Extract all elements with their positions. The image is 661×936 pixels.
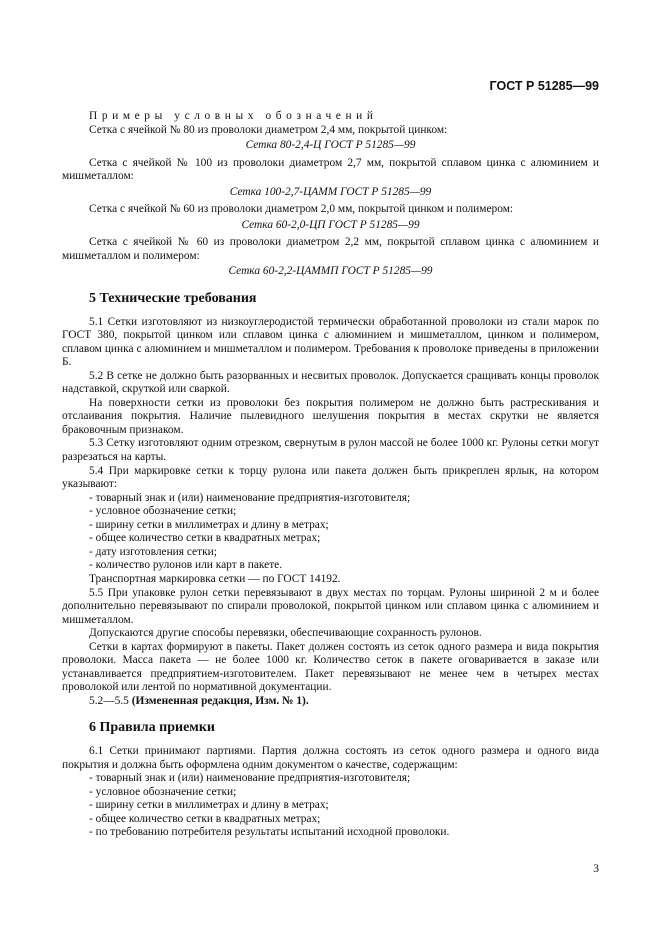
document-code-header: ГОСТ Р 51285—99 <box>489 79 599 93</box>
section-5-paragraph: Сетки в картах формируют в пакеты. Пакет должен состоять из сеток одного размера и вида покрытия проволоки. Масса пакета — не более 1000 кг. Количество сеток в пакете оговаривается в заказе или устанавливается предприятием-изготовителем. Пакет перевязывают не менее чем в четырех местах проволокой или лентой по нормативной документации. <box>62 640 599 694</box>
examples-title: Примеры условных обозначений <box>89 110 378 122</box>
quality-document-list <box>62 772 599 840</box>
example-3-designation: Сетка 60-2,0-ЦП ГОСТ Р 51285—99 <box>241 218 420 231</box>
section-5-paragraph: 5.2 В сетке не должно быть разорванных и несвитых проволок. Допускается сращивать концы проволок надставкой, скруткой или сваркой. <box>62 369 599 396</box>
example-3-text: Сетка с ячейкой № 60 из проволоки диаметром 2,0 мм, покрытой цинком и полимером: <box>89 203 514 216</box>
list-item: - дату изготовления сетки; <box>89 545 217 558</box>
example-1-designation: Сетка 80-2,4-Ц ГОСТ Р 51285—99 <box>245 139 416 152</box>
list-item: - общее количество сетки в квадратных метрах; <box>89 532 321 545</box>
page-body <box>62 110 599 840</box>
section-6-heading: 6 Правила приемки <box>89 720 215 736</box>
list-item: - по требованию потребителя результаты испытаний исходной проволоки. <box>89 826 450 839</box>
list-item: - товарный знак и (или) наименование предприятия-изготовителя; <box>89 772 411 785</box>
example-2-designation: Сетка 100-2,7-ЦАММ ГОСТ Р 51285—99 <box>229 185 432 198</box>
section-5-paragraph: На поверхности сетки из проволоки без покрытия полимером не должно быть растрескивания и отслаивания покрытия. Наличие пылевидного шелушения покрытия в местах скрутки не является браковочным признаком. <box>62 396 599 436</box>
section-5-paragraph: 5.1 Сетки изготовляют из низкоуглеродистой термически обработанной проволоки из стали марок по ГОСТ 380, покрытой цинком или сплавом цинка с алюминием и мишметаллом, цинком и полимером, сплавом цинка с алюминием и мишметаллом и полимером. Требования к проволоке приведены в приложении Б. <box>62 315 599 369</box>
section-6-paragraph: 6.1 Сетки принимают партиями. Партия должна состоять из сеток одного размера и одного вида покрытия и должна быть оформлена одним документом о качестве, содержащим: <box>62 744 599 771</box>
list-item: - товарный знак и (или) наименование предприятия-изготовителя; <box>89 491 411 504</box>
change-note <box>62 695 599 709</box>
section-5-heading: 5 Технические требования <box>89 291 257 307</box>
section-5-paragraph: 5.3 Сетку изготовляют одним отрезком, свернутым в рулон массой не более 1000 кг. Рулоны сетки могут разрезаться на карты. <box>62 437 599 464</box>
section-5-paragraph: 5.5 При упаковке рулон сетки перевязывают в двух местах по торцам. Рулоны шириной 2 м и более дополнительно перевязывают по спирали проволокой, покрытой цинком или сплавом цинка с алюминием и мишметаллом. <box>62 586 599 626</box>
example-4-designation: Сетка 60-2,2-ЦАММП ГОСТ Р 51285—99 <box>228 265 433 278</box>
list-item: - условное обозначение сетки; <box>89 505 237 518</box>
list-item: - ширину сетки в миллиметрах и длину в метрах; <box>89 518 329 531</box>
section-5-paragraph: Транспортная маркировка сетки — по ГОСТ 14192. <box>89 572 341 585</box>
label-contents-list <box>62 492 599 573</box>
list-item: - общее количество сетки в квадратных метрах; <box>89 812 321 825</box>
example-4-text: Сетка с ячейкой № 60 из проволоки диаметром 2,2 мм, покрытой сплавом цинка с алюминием и мишметаллом и полимером: <box>62 236 599 262</box>
section-5-paragraph: 5.4 При маркировке сетки к торцу рулона или пакета должен быть прикреплен ярлык, на котором указывают: <box>62 464 599 491</box>
list-item: - ширину сетки в миллиметрах и длину в метрах; <box>89 799 329 812</box>
list-item: - условное обозначение сетки; <box>89 785 237 798</box>
change-note-text: (Измененная редакция, Изм. № 1). <box>131 694 309 707</box>
example-1-text: Сетка с ячейкой № 80 из проволоки диаметром 2,4 мм, покрытой цинком: <box>89 123 448 136</box>
page-number: 3 <box>593 863 599 875</box>
list-item: - количество рулонов или карт в пакете. <box>89 559 283 572</box>
section-5-paragraph: Допускаются другие способы перевязки, обеспечивающие сохранность рулонов. <box>89 627 482 640</box>
change-note-range: 5.2—5.5 <box>89 694 129 707</box>
example-2-text: Сетка с ячейкой № 100 из проволоки диаметром 2,7 мм, покрытой сплавом цинка с алюминием и мишметаллом: <box>62 156 599 183</box>
